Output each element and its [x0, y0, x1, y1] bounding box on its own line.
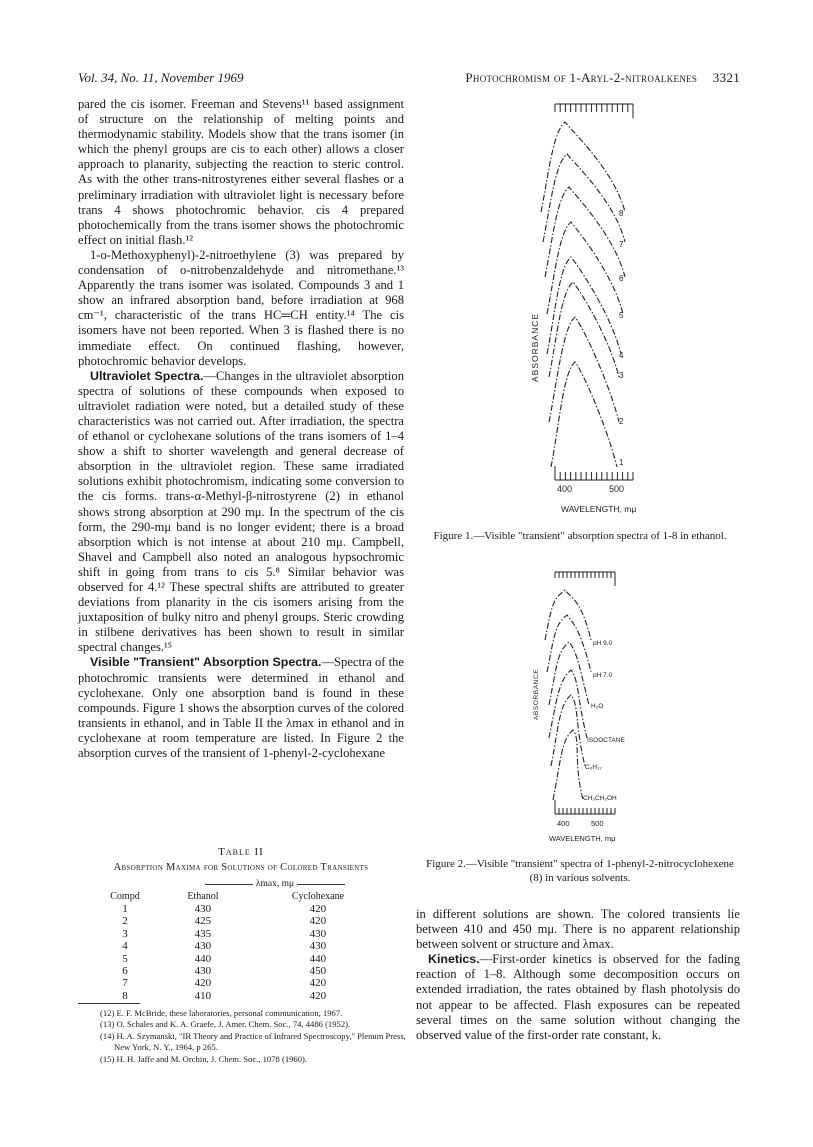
curve-label-8: 8	[619, 209, 624, 218]
table-row	[90, 903, 390, 915]
compd-cell: 2	[122, 915, 128, 928]
kinetics-text: —First-order kinetics is observed for the fading reaction of 1–8. Although some decomposition occurs on extended irradiation, the rates obtained by flash photolysis do not appear to be affected. Flash exposures can be repeated several times on the same solution without changing the observed value of the first-order rate constant, k.	[416, 952, 740, 1042]
figure-1-xlabel: WAVELENGTH, mμ	[561, 504, 637, 514]
table-row	[90, 940, 390, 952]
lambda-max-label: λmax, mμ	[255, 879, 295, 890]
curve-label-ph9: pH 9.0	[593, 640, 613, 647]
curve-label-ph7: pH 7.0	[593, 672, 613, 679]
table-subtitle: Absorption Maxima for Solutions of Colored Transients	[113, 862, 369, 873]
compd-cell: 4	[122, 940, 128, 953]
figure-1-plot	[505, 92, 705, 532]
cyclohexane-cell: 440	[309, 952, 327, 965]
ethanol-cell: 430	[194, 964, 212, 977]
lambda-max-header	[160, 878, 390, 890]
solvent-curve-4	[549, 670, 587, 738]
compd-cell: 8	[122, 989, 128, 1002]
curve-label-7: 7	[619, 240, 624, 249]
right-column	[416, 907, 740, 1043]
footnote: (14) H. A. Szymanski, "IR Theory and Practice of Infrared Spectroscopy," Plenum Press, New York, N. Y., 1964, p 265.	[100, 1030, 406, 1053]
curve-label-ethanol: CH₃CH₂OH	[583, 795, 617, 802]
running-header-title	[420, 70, 740, 86]
curve-label-5: 5	[619, 311, 624, 320]
curve-label-6: 6	[619, 274, 624, 283]
ethanol-cell: 410	[194, 989, 212, 1002]
paragraph-ultraviolet-spectra	[78, 369, 404, 656]
curve-label-isooctane: ISOOCTANE	[587, 737, 625, 744]
running-header-volume: Vol. 34, No. 11, November 1969	[78, 70, 244, 85]
column-header-cyclohexane: Cyclohexane	[291, 891, 345, 903]
paragraph-kinetics	[416, 952, 740, 1043]
column-header-compd: Compd	[110, 891, 140, 903]
figure-2-xlabel: WAVELENGTH, mμ	[549, 834, 616, 843]
solvent-curve-1	[545, 590, 591, 640]
spectrum-curve-7	[543, 154, 625, 242]
cyclohexane-cell: 420	[309, 977, 327, 990]
paragraph-visible-transient	[78, 655, 404, 761]
table-header-row	[90, 890, 390, 902]
footnote-rule	[78, 1003, 140, 1004]
running-title: Photochromism of 1-Aryl-2-nitroalkenes	[465, 70, 698, 85]
solvent-curve-5	[551, 695, 585, 766]
page-number: 3321	[712, 70, 740, 85]
curve-label-2: 2	[619, 417, 624, 426]
paragraph-methoxyphenyl: 1-o-Methoxyphenyl)-2-nitroethylene (3) was prepared by condensation of o-nitrobenzaldehyde and nitromethane.¹³ Apparently the trans isomer was isolated. Compounds 3 and 1 show an infrared absorption band, before irradiation at 968 cm⁻¹, characteristic of the trans HC═CH entity.¹⁴ The cis isomers have not been reported. When 3 is flashed there is no immediate effect. On continued flashing, however, photochromic behavior develops.	[78, 247, 404, 368]
table-row	[90, 915, 390, 927]
ethanol-cell: 435	[194, 927, 212, 940]
table-row	[90, 965, 390, 977]
figure-2-caption-text: Figure 2.—Visible "transient" spectra of 1-phenyl-2-nitrocyclohexene (8) in various solvents.	[426, 858, 734, 884]
table-row	[90, 990, 390, 1002]
spectrum-curve-4	[547, 257, 621, 354]
table-span-header-row	[90, 878, 390, 890]
compd-cell: 1	[122, 902, 128, 915]
paragraph-continuation: pared the cis isomer. Freeman and Stevens¹¹ based assignment of structure on the relationship of melting points and thermodynamic stability. Models show that the trans isomer (in which the phenyl groups are cis to each other) allows a closer approach to planarity, subjecting the reaction to steric control. As with the other trans-nitrostyrenes either several flashes or a preliminary irradiation with ultraviolet light is necessary before trans 4 shows photochromic behavior. cis 4 prepared photochemically from the trans isomer shows the photochromic effect on initial flash.¹²	[78, 97, 404, 247]
absorption-maxima-table	[90, 878, 390, 1002]
footnote: (12) E. F. McBride, these laboratories, personal communication, 1967.	[100, 1008, 343, 1018]
solvent-curve-6	[553, 730, 583, 800]
cyclohexane-cell: 420	[309, 989, 327, 1002]
tick-label-400: 400	[557, 819, 570, 828]
curve-label-cyclohexane: C₆H₁₂	[585, 764, 602, 771]
spectrum-curve-1	[551, 362, 617, 467]
visible-transient-text: —Spectra of the photochromic transients were determined in ethanol and cyclohexane. Only one absorption band is found in these compounds. Figure 1 shows the absorption curves of the colored transients in ethanol, and in Table II the λmax in ethanol and in cyclohexane at room temperature are listed. In Figure 2 the absorption curves of the transient of 1-phenyl-2-cyclohexane	[78, 655, 404, 761]
section-heading-kinetics: Kinetics.	[428, 952, 480, 967]
compd-cell: 6	[122, 964, 128, 977]
ultraviolet-text: —Changes in the ultraviolet absorption spectra of solutions of these compounds when exposed to ultraviolet radiation were noted, but a detailed study of these characteristics was not carried out. After irradiation, the spectra of ethanol or cyclohexane solutions of the trans isomers of 1–4 show a shift to shorter wavelength and general decrease of absorption in the ultraviolet region. These same irradiated solutions exhibit photochromism, indicating some conversion to the cis forms. trans-α-Methyl-β-nitrostyrene (2) in ethanol shows strong absorption at 290 mμ. In the spectrum of the cis form, the 290-mμ band is no longer evident; there is a broad absorption which is not intense at about 210 mμ. Campbell, Shavel and Campbell also noted an analogous hypsochromic shift in going from trans to cis 5.⁸ Similar behavior was observed for 4.¹² These spectral shifts are attributed to greater deviations from planarity in the cis isomers arising from the juxtaposition of bulky nitro and phenyl groups. Steric crowding in stilbene derivatives has been shown to result in similar spectral changes.¹⁵	[78, 368, 404, 655]
cyclohexane-cell: 450	[309, 964, 327, 977]
figure-2-caption	[420, 858, 740, 885]
ethanol-cell: 430	[194, 940, 212, 953]
footnotes	[100, 1008, 410, 1065]
ethanol-cell: 430	[194, 902, 212, 915]
cyclohexane-cell: 430	[309, 940, 327, 953]
table-caption	[78, 845, 404, 875]
spectrum-curve-8	[541, 122, 625, 212]
figure-1-ylabel: ABSORBANCE	[530, 312, 540, 382]
curve-label-4: 4	[619, 351, 624, 360]
left-column	[78, 97, 404, 761]
curve-label-3: 3	[619, 371, 624, 380]
compd-cell: 3	[122, 927, 128, 940]
tick-label-500: 500	[591, 819, 604, 828]
column-header-ethanol: Ethanol	[187, 891, 219, 903]
figure-2-plot	[505, 560, 705, 850]
figure-2-ylabel: ABSORBANCE	[533, 668, 540, 720]
table-title: Table II	[218, 846, 264, 858]
ethanol-cell: 440	[194, 952, 212, 965]
table-row	[90, 977, 390, 989]
ethanol-cell: 420	[194, 977, 212, 990]
section-heading-visible-transient: Visible "Transient" Absorption Spectra.	[90, 655, 322, 670]
ethanol-cell: 425	[194, 915, 212, 928]
curve-label-1: 1	[619, 458, 624, 467]
figure-2	[505, 560, 705, 850]
cyclohexane-cell: 420	[309, 915, 327, 928]
footnote: (15) H. H. Jaffe and M. Orchin, J. Chem. Soc., 1078 (1960).	[100, 1053, 308, 1064]
tick-label-500: 500	[609, 484, 625, 494]
table-row	[90, 952, 390, 964]
figure-1-caption-text: Figure 1.—Visible "transient" absorption spectra of 1-8 in ethanol.	[433, 530, 727, 542]
section-heading-ultraviolet: Ultraviolet Spectra.	[90, 368, 204, 383]
figure-1	[505, 92, 705, 532]
spectrum-curve-2	[549, 317, 619, 422]
figure-1-caption	[420, 530, 740, 544]
solvent-curve-2	[547, 615, 591, 672]
table-row	[90, 928, 390, 940]
tick-label-400: 400	[557, 484, 573, 494]
solvent-curve-3	[549, 642, 589, 705]
footnote: (13) O. Schales and K. A. Graefe, J. Amer. Chem. Soc., 74, 4486 (1952).	[100, 1019, 351, 1030]
paragraph-solutions: in different solutions are shown. The colored transients lie between 410 and 450 mμ. There is no apparent relationship between solvent or structure and λmax.	[416, 907, 740, 952]
spectrum-curve-6	[545, 187, 625, 277]
compd-cell: 7	[122, 977, 128, 990]
curve-label-water: H₂O	[591, 703, 604, 710]
cyclohexane-cell: 420	[309, 902, 327, 915]
cyclohexane-cell: 430	[309, 927, 327, 940]
compd-cell: 5	[122, 952, 128, 965]
